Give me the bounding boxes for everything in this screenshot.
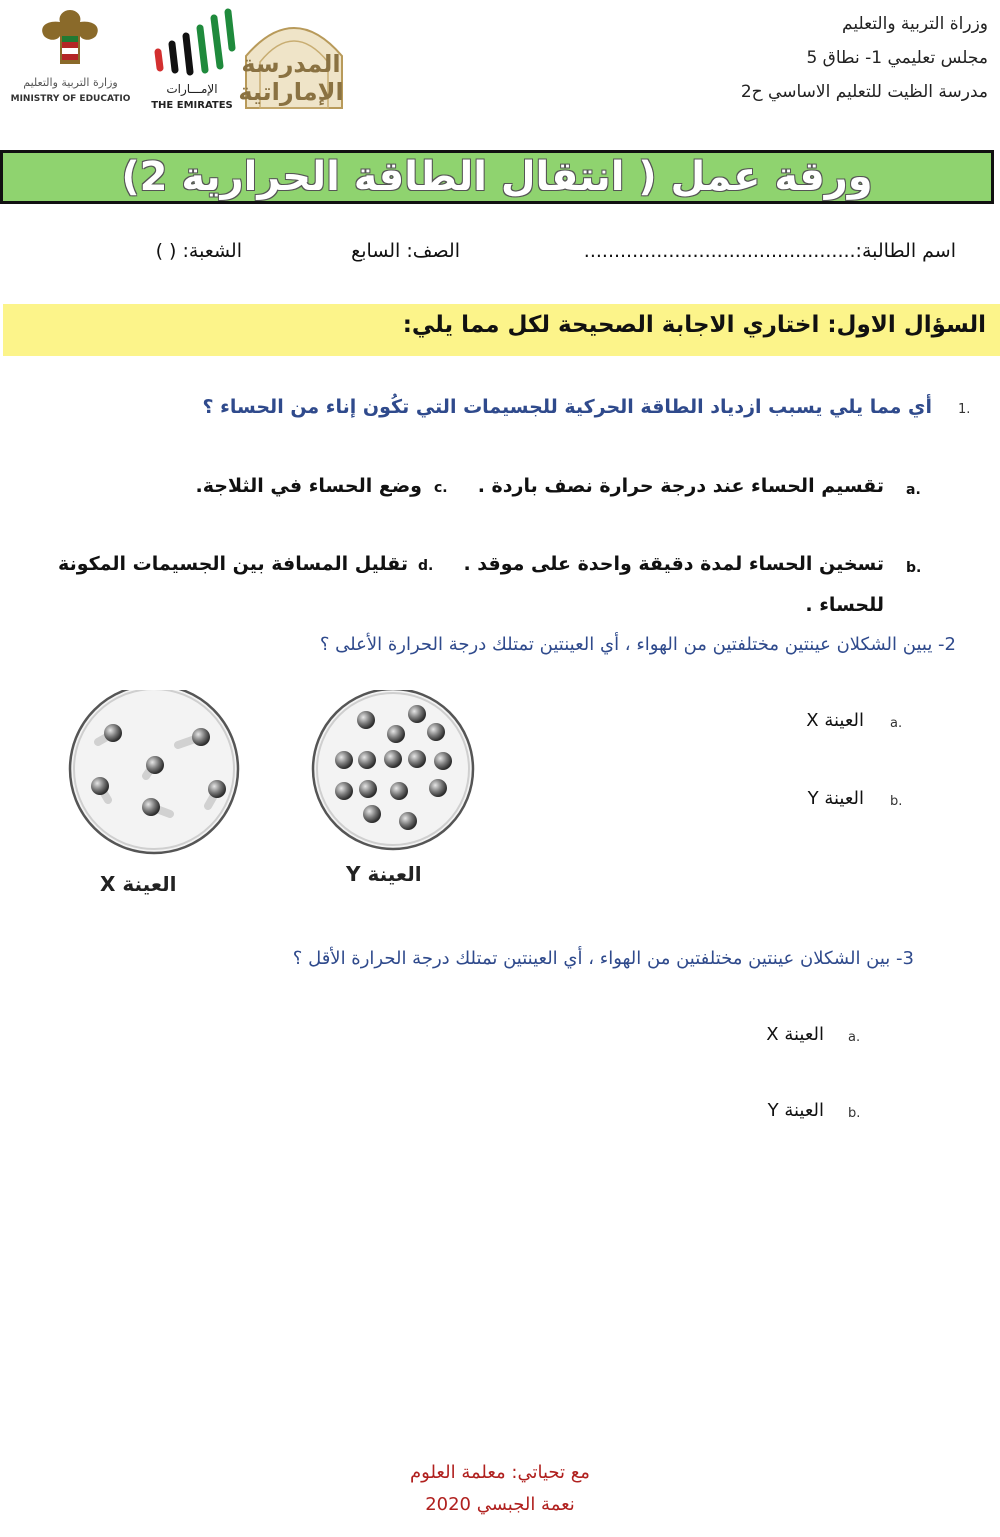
ministry-logo-arabic: وزارة التربية والتعليم	[23, 76, 118, 89]
q1-option-c[interactable]: وضع الحساء في الثلاجة.	[195, 475, 422, 497]
school-logo-line-1: المدرسة	[241, 50, 341, 78]
ministry-logo-english: MINISTRY OF EDUCATIO	[10, 94, 131, 104]
footer-greeting: مع تحياتي: معلمة العلوم	[410, 1462, 590, 1483]
q3-text: 3- بين الشكلان عينتين مختلفتين من الهواء ، أي العينتين تمتلك درجة الحرارة الأقل ؟	[292, 948, 914, 969]
sample-y-label: العينة Y	[346, 862, 422, 886]
q1-option-a[interactable]: تقسيم الحساء عند درجة حرارة نصف باردة .	[477, 475, 884, 497]
q3-option-b[interactable]: العينة Y	[767, 1100, 824, 1121]
q1-option-b[interactable]: تسخين الحساء لمدة دقيقة واحدة على موقد .	[463, 553, 884, 575]
title-bar	[0, 150, 994, 204]
section-field[interactable]: الشعبة: ( )	[155, 240, 242, 262]
school-line: مدرسة الظيت للتعليم الاساسي ح2	[740, 82, 988, 102]
section-banner	[3, 304, 1000, 356]
ministry-line: وزراة التربية والتعليم	[842, 14, 988, 34]
q2-option-b-letter: b.	[890, 794, 903, 809]
q1-option-d[interactable]: تقليل المسافة بين الجسيمات المكونة	[58, 553, 408, 575]
grade-label: الصف: السابع	[351, 240, 460, 262]
student-name-field[interactable]: اسم الطالبة:.............................................	[583, 240, 956, 262]
q1-option-d-letter: d.	[418, 558, 434, 574]
q2-option-a[interactable]: العينة X	[806, 710, 864, 731]
sample-x	[70, 690, 238, 853]
footer-teacher: نعمة الجبسي 2020	[425, 1494, 575, 1515]
section-heading: السؤال الاول: اختاري الاجابة الصحيحة لكل مما يلي:	[402, 312, 986, 338]
emblem-icon	[8, 6, 133, 76]
school-logo-line-2: الإماراتية	[238, 78, 344, 106]
q3-option-a-letter: a.	[848, 1030, 861, 1045]
q2-text: 2- يبين الشكلان عينتين مختلفتين من الهواء ، أي العينتين تمتلك درجة الحرارة الأعلى ؟	[319, 634, 956, 655]
emirati-school-logo	[232, 4, 356, 114]
q3-option-a[interactable]: العينة X	[766, 1024, 824, 1045]
q1-number: 1.	[958, 402, 971, 417]
sample-x-label: العينة X	[100, 872, 177, 896]
emirates-logo-english: THE EMIRATES	[151, 100, 233, 111]
q2-option-a-letter: a.	[890, 716, 903, 731]
q1-option-b-letter: b.	[906, 560, 922, 576]
q1-option-d-continuation: للحساء .	[805, 594, 884, 616]
q1-text: أي مما يلي يسبب ازدياد الطاقة الحركية للجسيمات التي تكُون إناء من الحساء ؟	[202, 396, 932, 418]
worksheet-title: ورقة عمل ( انتقال الطاقة الحرارية 2)	[121, 154, 873, 200]
q1-option-c-letter: c.	[434, 480, 448, 496]
emirates-logo	[148, 8, 236, 116]
q1-option-a-letter: a.	[906, 482, 921, 498]
emirates-stripes-icon	[148, 8, 236, 86]
ministry-logo	[8, 6, 133, 116]
emirates-logo-arabic: الإمـــارات	[166, 82, 218, 96]
q2-option-b[interactable]: العينة Y	[807, 788, 864, 809]
sample-y	[313, 690, 473, 849]
council-line: مجلس تعليمي 1- نطاق 5	[806, 48, 988, 68]
q3-option-b-letter: b.	[848, 1106, 861, 1121]
